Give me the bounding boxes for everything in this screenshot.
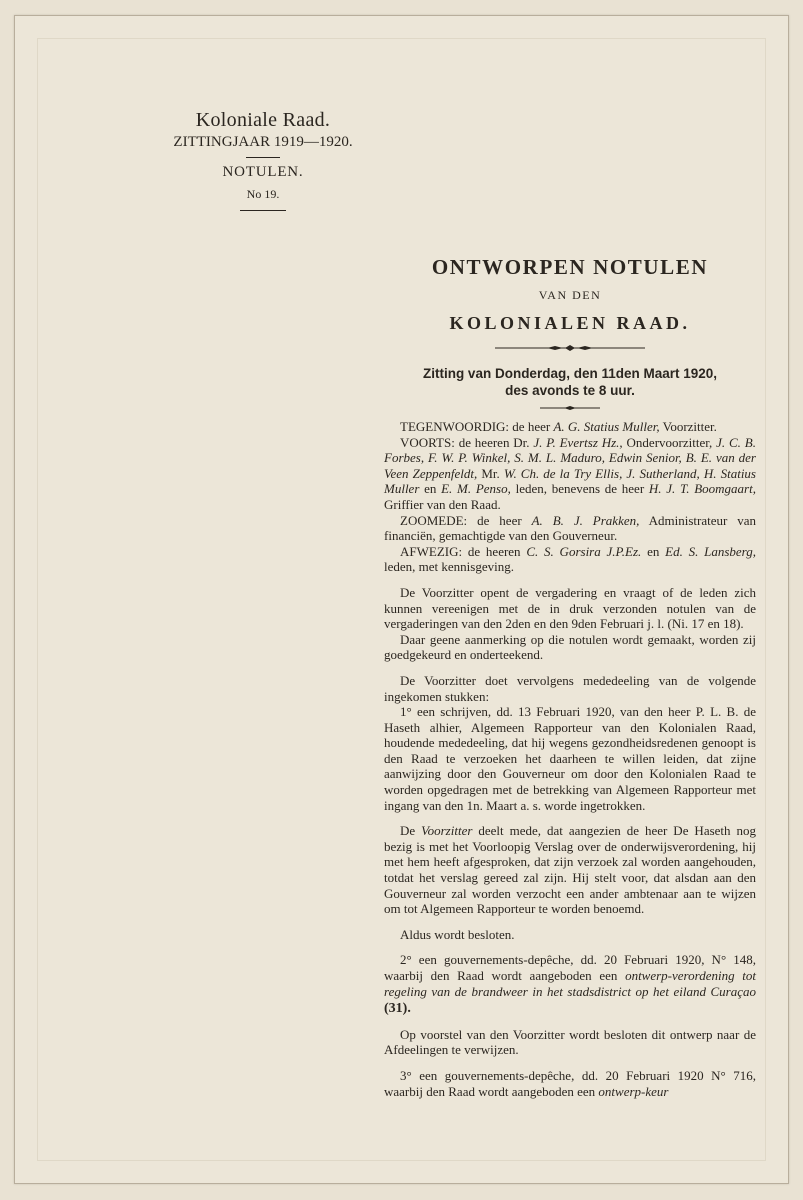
- session-time: des avonds te 8 uur.: [505, 383, 635, 398]
- paragraph: De Voorzitter opent de vergadering en vraagt of de leden zich kunnen vereenigen met de in druk verzonden notulen van de vergaderingen van den 2den en den 9den Februari j. l. (Ni. 17 en 18).: [384, 584, 756, 632]
- small-ornament-divider: [540, 405, 600, 411]
- council-title: Koloniale Raad.: [195, 109, 331, 131]
- subtitle-van-den: VAN DEN: [538, 288, 602, 302]
- paragraph: 1° een schrijven, dd. 13 Februari 1920, van den heer P. L. B. de Haseth alhier, Algemeen Rapporteur van den Kolonialen Raad, houdende mededeeling, dat hij wegens gezondheidsredenen genoopt is den Raad te verzoeken het daarheen te willen leiden, dat zijne aanwijzing door den Gouverneur om door den Kolonialen Raad te worden opgedragen met de betrekking van Algemeen Rapporteur met ingang van den 1n. Maart a. s. worde ingetrokken.: [384, 704, 756, 813]
- left-header: [143, 109, 383, 211]
- paragraph: Daar geene aanmerking op die notulen wordt gemaakt, worden zij goedgekeurd en onderteekend.: [384, 631, 756, 663]
- attendance-afwezig: AFWEZIG: de heeren C. S. Gorsira J.P.Ez. en Ed. S. Lansberg, leden, met kennisgeving.: [384, 543, 756, 575]
- paragraph: 2° een gouvernements-depêche, dd. 20 Februari 1920, N° 148, waarbij den Raad wordt aangeboden een ontwerp-verordening tot regeling van de brandweer in het stadsdistrict op het eiland Curaçao (31).: [384, 952, 756, 1017]
- page-title: ONTWORPEN NOTULEN: [431, 255, 709, 279]
- council-name: KOLONIALEN RAAD.: [449, 313, 691, 333]
- main-column: [384, 255, 756, 1099]
- issue-number: No 19.: [246, 187, 280, 201]
- attendance-zoomede: ZOOMEDE: de heer A. B. J. Prakken, Administrateur van financiën, gemachtigde van den Gouverneur.: [384, 512, 756, 544]
- attendance-present: TEGENWOORDIG: de heer A. G. Statius Muller, Voorzitter.: [400, 419, 717, 434]
- session-date: Zitting van Donderdag, den 11den Maart 1920,: [422, 366, 718, 381]
- notulen-label: NOTULEN.: [222, 164, 304, 180]
- session-info: [384, 365, 756, 399]
- session-year: ZITTINGJAAR 1919—1920.: [173, 134, 353, 150]
- paragraph: Aldus wordt besloten.: [400, 926, 515, 942]
- attendance-voorts: VOORTS: de heeren Dr. J. P. Evertsz Hz., Ondervoorzitter, J. C. B. Forbes, F. W. P. Winkel, S. M. L. Maduro, Edwin Senior, B. E. van der Veen Zeppenfeldt, Mr. W. Ch. de la Try Ellis, J. Sutherland, H. Statius Muller en E. M. Penso, leden, benevens de heer H. J. T. Boomgaart, Griffier van den Raad.: [384, 434, 756, 512]
- divider: [246, 157, 280, 158]
- paragraph: De Voorzitter doet vervolgens mededeeling van de volgende ingekomen stukken:: [384, 672, 756, 704]
- divider: [240, 210, 286, 211]
- paragraph: De Voorzitter deelt mede, dat aangezien de heer De Haseth nog bezig is met het Voorloopig Verslag over de onderwijsverordening, hij met hem heeft afgesproken, dat zijn verzoek zal worden aangehouden, totdat het verslag gereed zal zijn. Hij stelt voor, dat alsdan aan den Gouverneur zal worden verzocht een ander ambtenaar aan te wijzen om tot Algemeen Rapporteur te worden benoemd.: [384, 823, 756, 917]
- ornament-divider: [495, 344, 645, 352]
- paragraph: Op voorstel van den Voorzitter wordt besloten dit ontwerp naar de Afdeelingen te verwijzen.: [384, 1026, 756, 1058]
- minutes-text: [384, 419, 756, 1099]
- paragraph: 3° een gouvernements-depêche, dd. 20 Februari 1920 N° 716, waarbij den Raad wordt aangeboden een ontwerp-keur: [384, 1067, 756, 1099]
